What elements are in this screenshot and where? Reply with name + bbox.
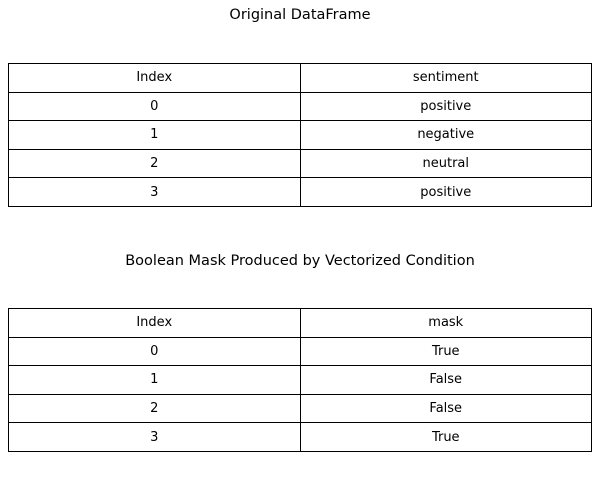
table-header-row <box>9 309 592 338</box>
table-row <box>9 92 592 121</box>
table-row <box>9 394 592 423</box>
table-cell: neutral <box>300 149 592 178</box>
table-cell: True <box>300 423 592 452</box>
table-row <box>9 121 592 150</box>
column-header: sentiment <box>300 64 592 93</box>
table-cell: False <box>300 366 592 395</box>
column-header: mask <box>300 309 592 338</box>
boolean-mask-title: Boolean Mask Produced by Vectorized Condition <box>125 253 475 269</box>
table-row <box>9 366 592 395</box>
table-row <box>9 423 592 452</box>
table-cell: 2 <box>9 149 301 178</box>
table-row <box>9 337 592 366</box>
table-cell: 2 <box>9 394 301 423</box>
table-row <box>9 149 592 178</box>
original-dataframe-title: Original DataFrame <box>229 7 371 23</box>
table-cell: True <box>300 337 592 366</box>
original-dataframe-table <box>8 63 592 207</box>
table-cell: positive <box>300 92 592 121</box>
table-cell: 3 <box>9 423 301 452</box>
column-header: Index <box>9 64 301 93</box>
boolean-mask-table <box>8 308 592 452</box>
table-header-row <box>9 64 592 93</box>
column-header: Index <box>9 309 301 338</box>
table-cell: 1 <box>9 366 301 395</box>
table-cell: 3 <box>9 178 301 207</box>
table-row <box>9 178 592 207</box>
table-cell: 1 <box>9 121 301 150</box>
table-cell: 0 <box>9 92 301 121</box>
table-cell: False <box>300 394 592 423</box>
table-cell: positive <box>300 178 592 207</box>
table-cell: negative <box>300 121 592 150</box>
table-cell: 0 <box>9 337 301 366</box>
